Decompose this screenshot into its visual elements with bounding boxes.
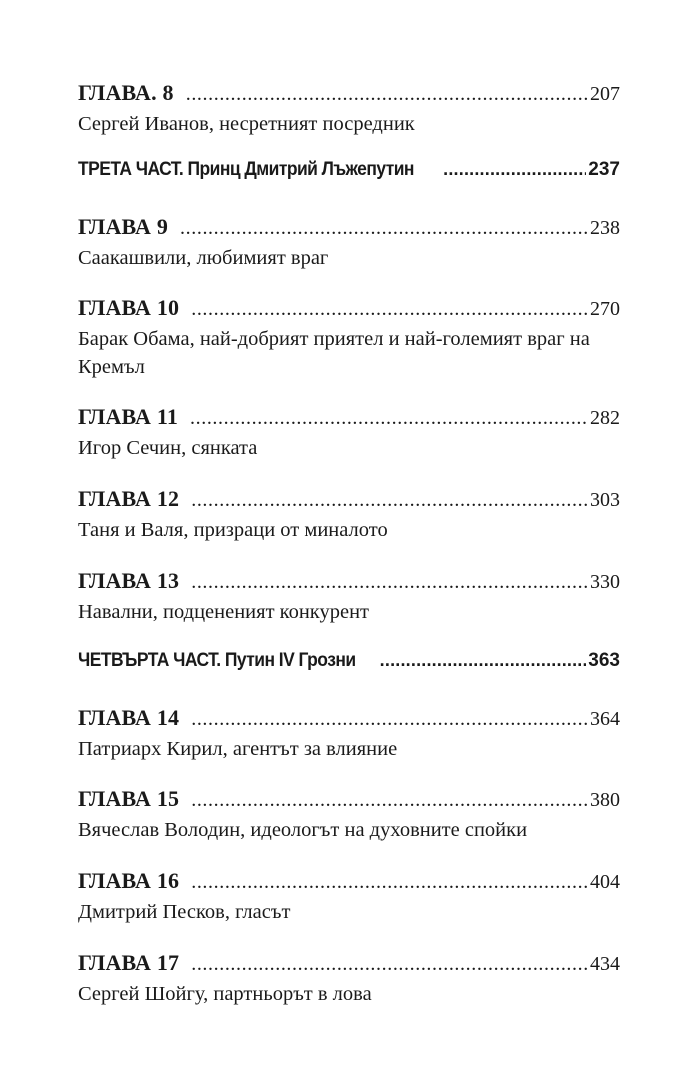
dot-leader — [191, 489, 588, 512]
page-number: 404 — [590, 871, 620, 893]
toc-heading-row — [78, 705, 620, 731]
page-number: 303 — [590, 489, 620, 511]
part-label: ЧЕТВЪРТА ЧАСТ. Путин IV Грозни — [78, 650, 356, 671]
part-label: ТРЕТА ЧАСТ. Принц Дмитрий Лъжепутин — [78, 159, 414, 180]
chapter-subtitle: Вячеслав Володин, идеологът на духовните спойки — [78, 819, 528, 841]
chapter-label: ГЛАВА 12 — [78, 486, 180, 511]
chapter-label: ГЛАВА 13 — [78, 568, 180, 593]
toc-entry-part-4 — [78, 650, 620, 672]
toc-heading-row — [78, 404, 620, 430]
chapter-label: ГЛАВА 16 — [78, 868, 180, 893]
chapter-label: ГЛАВА 14 — [78, 705, 180, 730]
dot-leader — [191, 708, 588, 731]
chapter-label: ГЛАВА 10 — [78, 295, 180, 320]
toc-heading-row — [78, 786, 620, 812]
dot-leader — [191, 789, 588, 812]
page-number: 380 — [590, 789, 620, 811]
dot-leader — [191, 953, 588, 976]
chapter-subtitle: Сергей Иванов, несретният посредник — [78, 113, 415, 135]
page-number: 364 — [590, 708, 620, 730]
dot-leader — [380, 650, 587, 671]
chapter-subtitle: Игор Сечин, сянката — [78, 437, 258, 459]
page-number: 238 — [590, 217, 620, 239]
page-number: 282 — [590, 407, 620, 429]
dot-leader — [186, 83, 588, 106]
toc-entry-chapter-14 — [78, 705, 620, 763]
page-number: 434 — [590, 953, 620, 975]
chapter-subtitle: Сергей Шойгу, партньорът в лова — [78, 983, 372, 1005]
page-number: 330 — [590, 571, 620, 593]
toc-entry-chapter-8 — [78, 80, 620, 138]
chapter-subtitle: Навални, подцененият конкурент — [78, 601, 370, 623]
chapter-label: ГЛАВА 9 — [78, 214, 169, 239]
toc-entry-chapter-12 — [78, 486, 620, 544]
toc-entry-chapter-16 — [78, 868, 620, 926]
dot-leader — [191, 871, 588, 894]
chapter-label: ГЛАВА. 8 — [78, 80, 174, 105]
dot-leader — [180, 217, 588, 240]
toc-heading-row — [78, 159, 620, 181]
chapter-subtitle: Таня и Валя, призраци от миналото — [78, 519, 388, 541]
toc-heading-row — [78, 650, 620, 672]
chapter-subtitle: Дмитрий Песков, гласът — [78, 901, 291, 923]
chapter-subtitle: Саакашвили, любимият враг — [78, 247, 329, 269]
toc-entry-chapter-15 — [78, 786, 620, 844]
dot-leader — [191, 298, 588, 321]
page-number: 363 — [588, 650, 620, 671]
page-number: 237 — [588, 159, 620, 180]
toc-entry-chapter-9 — [78, 214, 620, 272]
dot-leader — [190, 407, 588, 430]
toc-entry-chapter-10 — [78, 295, 620, 381]
toc-heading-row — [78, 568, 620, 594]
toc-entry-chapter-13 — [78, 568, 620, 626]
dot-leader — [443, 159, 586, 180]
toc-entry-chapter-11 — [78, 404, 620, 462]
toc-heading-row — [78, 868, 620, 894]
chapter-label: ГЛАВА 17 — [78, 950, 180, 975]
page-number: 270 — [590, 298, 620, 320]
toc-heading-row — [78, 214, 620, 240]
dot-leader — [191, 571, 588, 594]
chapter-label: ГЛАВА 11 — [78, 404, 179, 429]
toc-heading-row — [78, 950, 620, 976]
toc-heading-row — [78, 295, 620, 321]
chapter-subtitle: Барак Обама, най-добрият приятел и най-големият враг на Кремъл — [78, 328, 590, 378]
toc-heading-row — [78, 80, 620, 106]
toc-heading-row — [78, 486, 620, 512]
toc-entry-chapter-17 — [78, 950, 620, 1008]
toc-entry-part-3 — [78, 159, 620, 181]
chapter-subtitle: Патриарх Кирил, агентът за влияние — [78, 738, 398, 760]
page-number: 207 — [590, 83, 620, 105]
chapter-label: ГЛАВА 15 — [78, 786, 180, 811]
